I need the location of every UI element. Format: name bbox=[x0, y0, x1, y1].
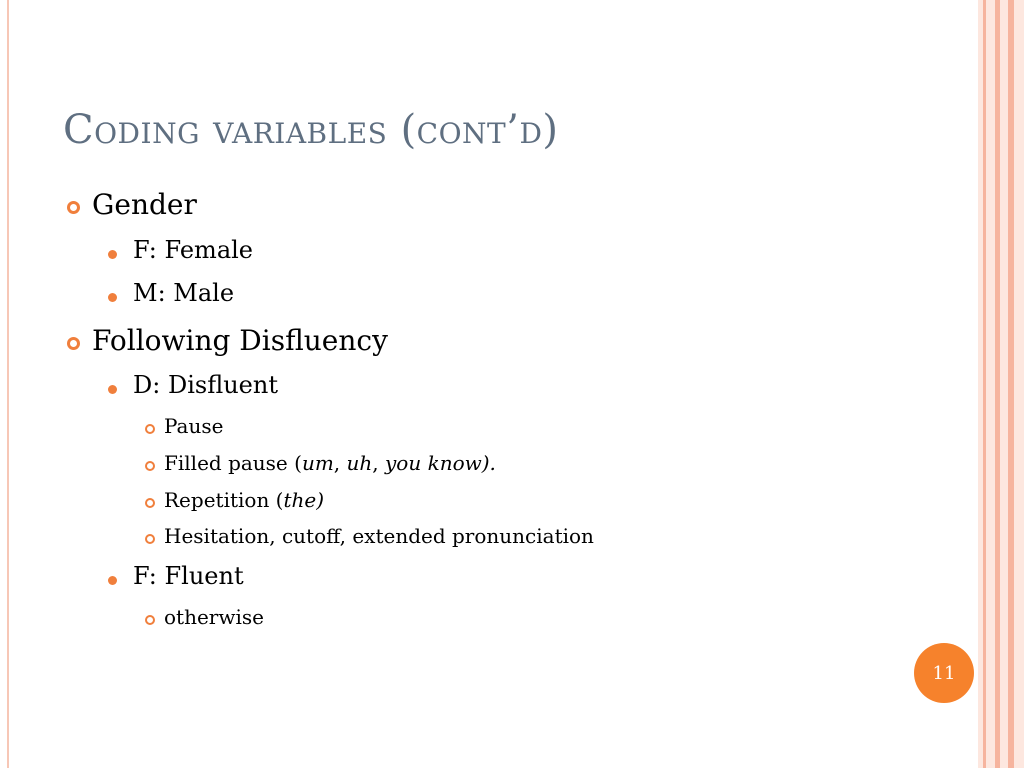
dot-bullet-icon bbox=[108, 250, 117, 259]
filled-pause-separator: , bbox=[372, 451, 385, 475]
filled-pause-prefix: Filled pause ( bbox=[164, 451, 302, 475]
right-border-stripe bbox=[995, 0, 1000, 768]
left-border-stripe bbox=[7, 0, 9, 768]
right-border-stripe bbox=[1008, 0, 1014, 768]
bullet-text bbox=[164, 451, 496, 475]
bullet-text: M: Male bbox=[133, 279, 235, 307]
right-border-stripe bbox=[983, 0, 986, 768]
slide-number-badge: 11 bbox=[914, 643, 974, 703]
ring-bullet-icon bbox=[67, 201, 80, 214]
ring-bullet-icon bbox=[67, 337, 80, 350]
filled-pause-you-know: you know). bbox=[385, 451, 496, 475]
bullet-text: Gender bbox=[92, 188, 197, 221]
bullet-text: D: Disfluent bbox=[133, 371, 278, 399]
bullet-text: Pause bbox=[164, 414, 224, 438]
dot-bullet-icon bbox=[108, 385, 117, 394]
ring-bullet-icon bbox=[145, 424, 155, 434]
bullet-text: otherwise bbox=[164, 605, 264, 629]
bullet-text bbox=[164, 488, 324, 512]
slide-title: Coding variables (cont’d) bbox=[63, 107, 559, 153]
dot-bullet-icon bbox=[108, 293, 117, 302]
ring-bullet-icon bbox=[145, 615, 155, 625]
bullet-text: Following Disfluency bbox=[92, 324, 388, 357]
ring-bullet-icon bbox=[145, 461, 155, 471]
bullet-text: F: Fluent bbox=[133, 562, 244, 590]
repetition-the: the) bbox=[283, 488, 325, 512]
ring-bullet-icon bbox=[145, 534, 155, 544]
filled-pause-um: um bbox=[301, 451, 334, 475]
dot-bullet-icon bbox=[108, 576, 117, 585]
bullet-text: F: Female bbox=[133, 236, 253, 264]
filled-pause-separator: , bbox=[333, 451, 347, 475]
ring-bullet-icon bbox=[145, 498, 155, 508]
filled-pause-uh: uh bbox=[346, 451, 373, 475]
bullet-text: Hesitation, cutoff, extended pronunciation bbox=[164, 524, 594, 548]
repetition-prefix: Repetition ( bbox=[164, 488, 284, 512]
